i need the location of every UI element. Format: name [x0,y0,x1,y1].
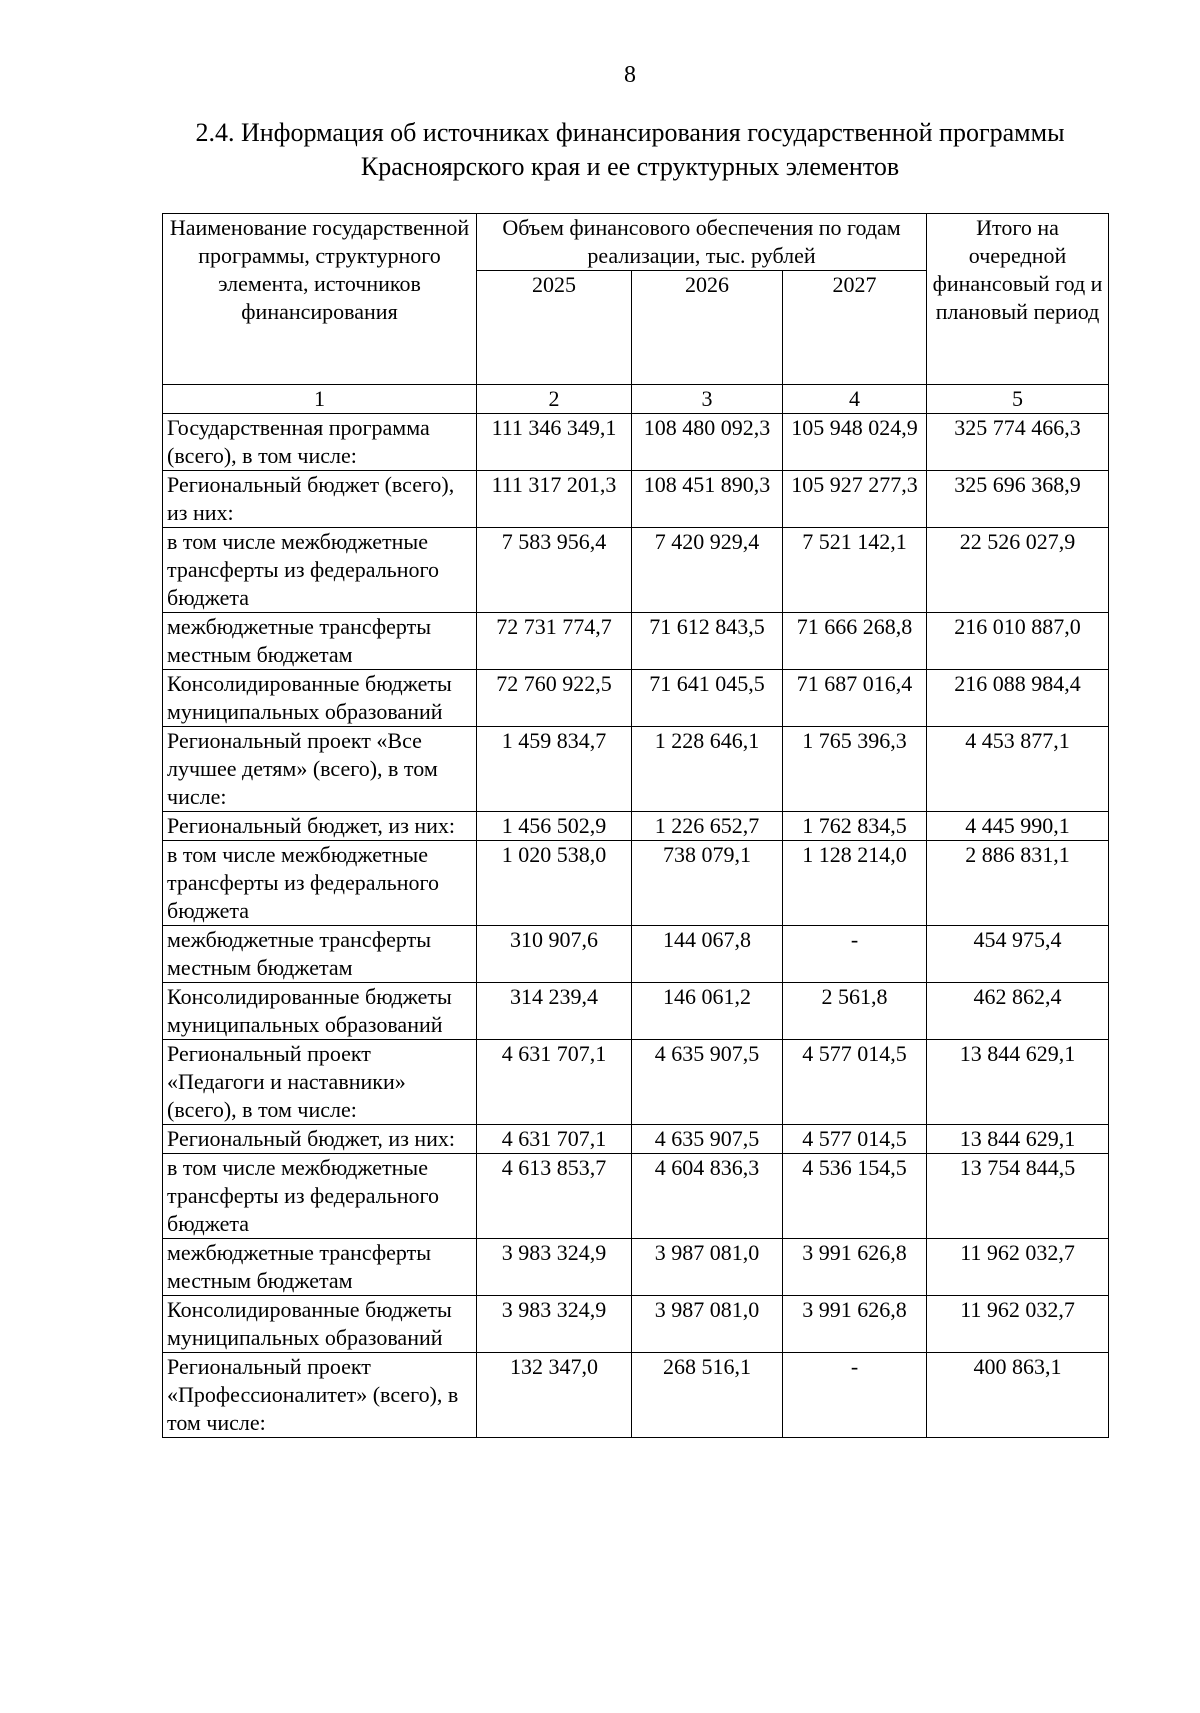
document-title [140,116,1120,184]
value-2026: 71 641 045,5 [632,670,783,727]
value-2026: 71 612 843,5 [632,613,783,670]
col-number: 3 [632,385,783,414]
value-2026: 3 987 081,0 [632,1239,783,1296]
value-2027: 4 577 014,5 [783,1125,927,1154]
table-row [163,471,1109,528]
value-total: 11 962 032,7 [927,1239,1109,1296]
row-name: Государственная программа (всего), в том числе: [163,414,477,471]
page-number: 8 [624,62,636,88]
table-row [163,812,1109,841]
value-2027: 1 765 396,3 [783,727,927,812]
value-2027: 4 536 154,5 [783,1154,927,1239]
value-2026: 144 067,8 [632,926,783,983]
row-name: в том числе межбюджетные трансферты из федерального бюджета [163,1154,477,1239]
row-name: Региональный проект «Профессионалитет» (всего), в том числе: [163,1353,477,1438]
value-2025: 1 020 538,0 [477,841,632,926]
value-2027: 1 762 834,5 [783,812,927,841]
value-total: 2 886 831,1 [927,841,1109,926]
title-line-1: 2.4. Информация об источниках финансирования государственной программы [195,118,1065,147]
value-2025: 72 731 774,7 [477,613,632,670]
row-name: межбюджетные трансферты местным бюджетам [163,613,477,670]
col-number: 4 [783,385,927,414]
header-year-2026: 2026 [632,271,783,385]
value-2025: 7 583 956,4 [477,528,632,613]
table-row [163,414,1109,471]
header-year-2025: 2025 [477,271,632,385]
value-2025: 310 907,6 [477,926,632,983]
row-name: Консолидированные бюджеты муниципальных образований [163,670,477,727]
row-name: Региональный бюджет (всего), из них: [163,471,477,528]
value-2025: 1 459 834,7 [477,727,632,812]
table-row [163,926,1109,983]
value-total: 462 862,4 [927,983,1109,1040]
value-2026: 738 079,1 [632,841,783,926]
value-2025: 4 631 707,1 [477,1125,632,1154]
value-2025: 4 613 853,7 [477,1154,632,1239]
column-numbers-row [163,385,1109,414]
row-name: межбюджетные трансферты местным бюджетам [163,1239,477,1296]
title-line-2: Красноярского края и ее структурных элементов [360,152,900,181]
table-row [163,528,1109,613]
value-2026: 268 516,1 [632,1353,783,1438]
value-2027: 4 577 014,5 [783,1040,927,1125]
table-row [163,1154,1109,1239]
row-name: Консолидированные бюджеты муниципальных образований [163,983,477,1040]
value-2025: 111 346 349,1 [477,414,632,471]
value-2027: - [783,926,927,983]
table-row [163,983,1109,1040]
row-name: Консолидированные бюджеты муниципальных образований [163,1296,477,1353]
value-2026: 7 420 929,4 [632,528,783,613]
value-total: 325 696 368,9 [927,471,1109,528]
table-row [163,727,1109,812]
value-2025: 4 631 707,1 [477,1040,632,1125]
row-name: межбюджетные трансферты местным бюджетам [163,926,477,983]
value-2027: 7 521 142,1 [783,528,927,613]
value-2027: 2 561,8 [783,983,927,1040]
value-2026: 1 226 652,7 [632,812,783,841]
value-2026: 1 228 646,1 [632,727,783,812]
col-number: 5 [927,385,1109,414]
value-total: 13 844 629,1 [927,1125,1109,1154]
value-2025: 111 317 201,3 [477,471,632,528]
table-row [163,1040,1109,1125]
value-2025: 1 456 502,9 [477,812,632,841]
table-row [163,670,1109,727]
table-row [163,841,1109,926]
row-name: Региональный бюджет, из них: [163,1125,477,1154]
value-total: 216 010 887,0 [927,613,1109,670]
header-name: Наименование государственной программы, структурного элемента, источников финансирования [163,214,477,385]
table-row [163,1125,1109,1154]
value-2027: 1 128 214,0 [783,841,927,926]
value-total: 13 844 629,1 [927,1040,1109,1125]
row-name: Региональный бюджет, из них: [163,812,477,841]
value-2027: 71 666 268,8 [783,613,927,670]
table-row [163,613,1109,670]
value-2027: 105 927 277,3 [783,471,927,528]
value-2025: 3 983 324,9 [477,1239,632,1296]
value-total: 454 975,4 [927,926,1109,983]
value-2025: 3 983 324,9 [477,1296,632,1353]
value-2026: 108 451 890,3 [632,471,783,528]
header-year-2027: 2027 [783,271,927,385]
col-number: 1 [163,385,477,414]
value-2026: 3 987 081,0 [632,1296,783,1353]
value-2027: 3 991 626,8 [783,1239,927,1296]
value-total: 11 962 032,7 [927,1296,1109,1353]
value-total: 22 526 027,9 [927,528,1109,613]
value-total: 325 774 466,3 [927,414,1109,471]
table-row [163,1353,1109,1438]
header-total: Итого на очередной финансовый год и плановый период [927,214,1109,385]
value-total: 4 453 877,1 [927,727,1109,812]
row-name: Региональный проект «Все лучшее детям» (всего), в том числе: [163,727,477,812]
financing-table [162,213,1109,1438]
value-2027: 71 687 016,4 [783,670,927,727]
table-row [163,1239,1109,1296]
header-volume: Объем финансового обеспечения по годам реализации, тыс. рублей [477,214,927,271]
row-name: Региональный проект «Педагоги и наставники» (всего), в том числе: [163,1040,477,1125]
value-2025: 314 239,4 [477,983,632,1040]
row-name: в том числе межбюджетные трансферты из федерального бюджета [163,528,477,613]
value-2026: 4 635 907,5 [632,1040,783,1125]
table-row [163,1296,1109,1353]
value-2026: 4 635 907,5 [632,1125,783,1154]
value-total: 400 863,1 [927,1353,1109,1438]
col-number: 2 [477,385,632,414]
value-total: 4 445 990,1 [927,812,1109,841]
value-2026: 146 061,2 [632,983,783,1040]
value-2025: 132 347,0 [477,1353,632,1438]
value-2027: 3 991 626,8 [783,1296,927,1353]
value-total: 13 754 844,5 [927,1154,1109,1239]
value-2027: - [783,1353,927,1438]
header-row-1 [163,214,1109,271]
value-total: 216 088 984,4 [927,670,1109,727]
value-2025: 72 760 922,5 [477,670,632,727]
value-2026: 4 604 836,3 [632,1154,783,1239]
row-name: в том числе межбюджетные трансферты из федерального бюджета [163,841,477,926]
value-2027: 105 948 024,9 [783,414,927,471]
value-2026: 108 480 092,3 [632,414,783,471]
